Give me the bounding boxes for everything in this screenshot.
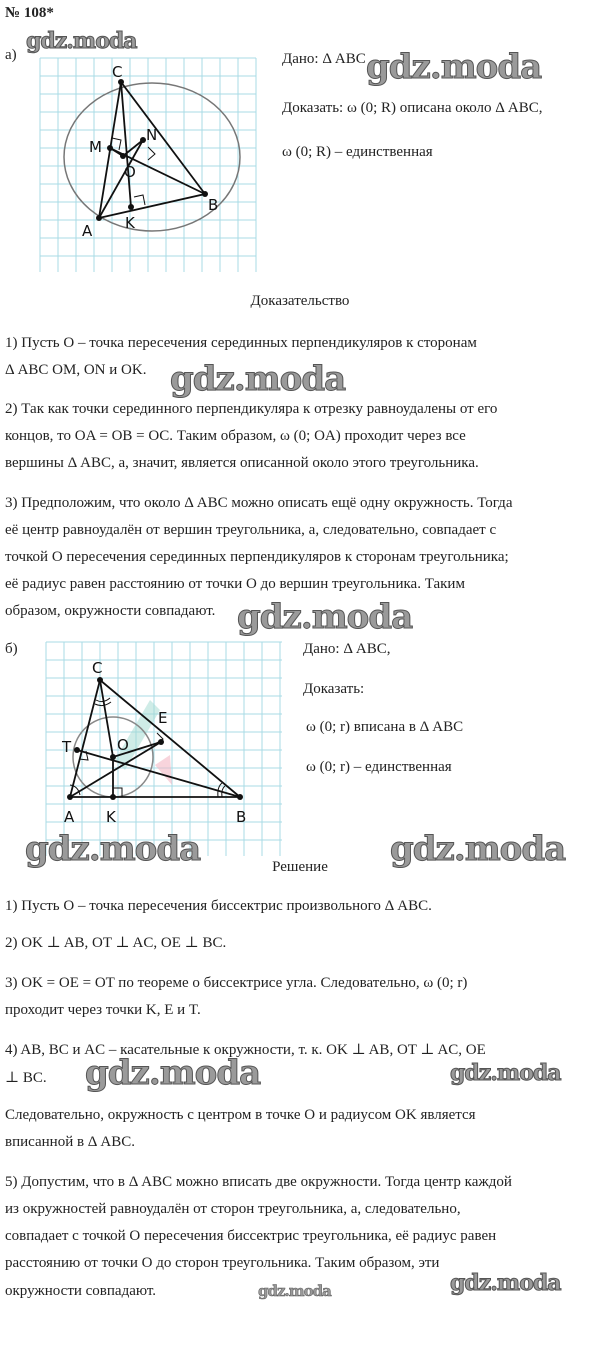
watermark: gdz.moda bbox=[366, 47, 542, 87]
point-label-k: K bbox=[125, 214, 135, 232]
circumscribed-circle-diagram bbox=[35, 50, 265, 280]
watermark: gdz.moda bbox=[25, 829, 201, 869]
solution-line: 5) Допустим, что в Δ ABC можно вписать две окружности. Тогда центр каждой bbox=[5, 1174, 512, 1190]
point-label-a: A bbox=[82, 222, 93, 240]
proof-line: точкой O пересечения серединных перпендикуляров к сторонам треугольника; bbox=[5, 549, 509, 565]
solution-line: ⊥ BC. bbox=[5, 1070, 47, 1086]
proof-line: 1) Пусть О – точка пересечения серединных перпендикуляров к сторонам bbox=[5, 335, 477, 351]
prove-a: Доказать: ω (0; R) описана около Δ ABC, bbox=[282, 100, 543, 116]
solution-line: расстоянию от точки O до сторон треугольника. Таким образом, эти bbox=[5, 1255, 440, 1271]
watermark: gdz.moda bbox=[258, 1282, 331, 1300]
proof-line: Δ ABC OM, ON и OK. bbox=[5, 362, 147, 378]
proof-line: её центр равноудалён от вершин треугольника, а, следовательно, совпадает с bbox=[5, 522, 497, 538]
watermark: gdz.moda bbox=[170, 359, 346, 399]
given-b: Дано: Δ ABC, bbox=[303, 641, 391, 657]
solution-line: 4) AB, BC и AC – касательные к окружности, т. к. OK ⊥ AB, OT ⊥ AC, OE bbox=[5, 1042, 486, 1058]
point-label-c: C bbox=[112, 63, 123, 81]
point-label-b: B bbox=[236, 808, 247, 826]
solution-line: из окружностей равноудалён от сторон треугольника, а, следовательно, bbox=[5, 1201, 461, 1217]
proof-line: 2) Так как точки серединного перпендикуляра к отрезку равноудалены от его bbox=[5, 401, 498, 417]
point-label-o: O bbox=[117, 736, 129, 754]
vertex-dots bbox=[67, 677, 243, 800]
triangle-lines bbox=[99, 82, 205, 218]
watermark: gdz.moda bbox=[85, 1053, 261, 1093]
point-label-c: C bbox=[92, 659, 103, 677]
problem-number: № 108* bbox=[5, 5, 54, 21]
solution-line: 1) Пусть О – точка пересечения биссектрис произвольного Δ ABC. bbox=[5, 898, 432, 914]
solution-title: Решение bbox=[272, 859, 328, 875]
solution-line: вписанной в Δ ABC. bbox=[5, 1134, 135, 1150]
proof-line: её радиус равен расстоянию от точки O до вершин треугольника. Таким bbox=[5, 576, 465, 592]
given-a: Дано: Δ ABC bbox=[282, 51, 366, 67]
point-label-e: E bbox=[158, 709, 168, 727]
inscribed-circle-diagram bbox=[42, 638, 282, 858]
solution-line: Следовательно, окружность с центром в точке О и радиусом OK является bbox=[5, 1107, 476, 1123]
proof-line: вершины Δ ABC, а, значит, является описанной около этого треугольника. bbox=[5, 455, 479, 471]
point-label-t: T bbox=[62, 738, 72, 756]
watermark: gdz.moda bbox=[450, 1060, 561, 1086]
part-b-label: б) bbox=[5, 641, 18, 657]
decorative-shape bbox=[155, 755, 172, 785]
watermark: gdz.moda bbox=[390, 829, 566, 869]
unique-a: ω (0; R) – единственная bbox=[282, 144, 433, 160]
point-label-b: B bbox=[208, 196, 219, 214]
solution-line: окружности совпадают. bbox=[5, 1283, 157, 1299]
solution-line: проходит через точки K, E и T. bbox=[5, 1002, 201, 1018]
point-label-a: A bbox=[64, 808, 75, 826]
point-label-k: K bbox=[106, 808, 116, 826]
solution-line: 2) OK ⊥ AB, OT ⊥ AC, OE ⊥ BC. bbox=[5, 935, 227, 951]
proof-line: 3) Предположим, что около Δ ABC можно описать ещё одну окружность. Тогда bbox=[5, 495, 513, 511]
point-label-o: O bbox=[124, 163, 136, 181]
watermark: gdz.moda bbox=[450, 1270, 561, 1296]
point-label-m: M bbox=[89, 138, 102, 156]
inscribed-b: ω (0; r) вписана в Δ ABC bbox=[306, 719, 464, 735]
watermark: gdz.moda bbox=[237, 597, 413, 637]
unique-b: ω (0; r) – единственная bbox=[306, 759, 452, 775]
solution-line: совпадает с точкой O пересечения биссектрис треугольника, её радиус равен bbox=[5, 1228, 497, 1244]
prove-b: Доказать: bbox=[303, 681, 365, 697]
point-label-n: N bbox=[146, 126, 158, 144]
proof-line: концов, то OA = OB = OC. Таким образом, ω (0; OA) проходит через все bbox=[5, 428, 466, 444]
part-a-label: а) bbox=[5, 47, 17, 63]
proof-title: Доказательство bbox=[250, 293, 350, 309]
proof-line: образом, окружности совпадают. bbox=[5, 603, 216, 619]
triangle-lines bbox=[70, 680, 240, 797]
grid bbox=[40, 58, 256, 272]
solution-line: 3) OK = OE = OT по теореме о биссектрисе угла. Следовательно, ω (0; r) bbox=[5, 975, 468, 991]
watermark: gdz.moda bbox=[26, 28, 137, 54]
